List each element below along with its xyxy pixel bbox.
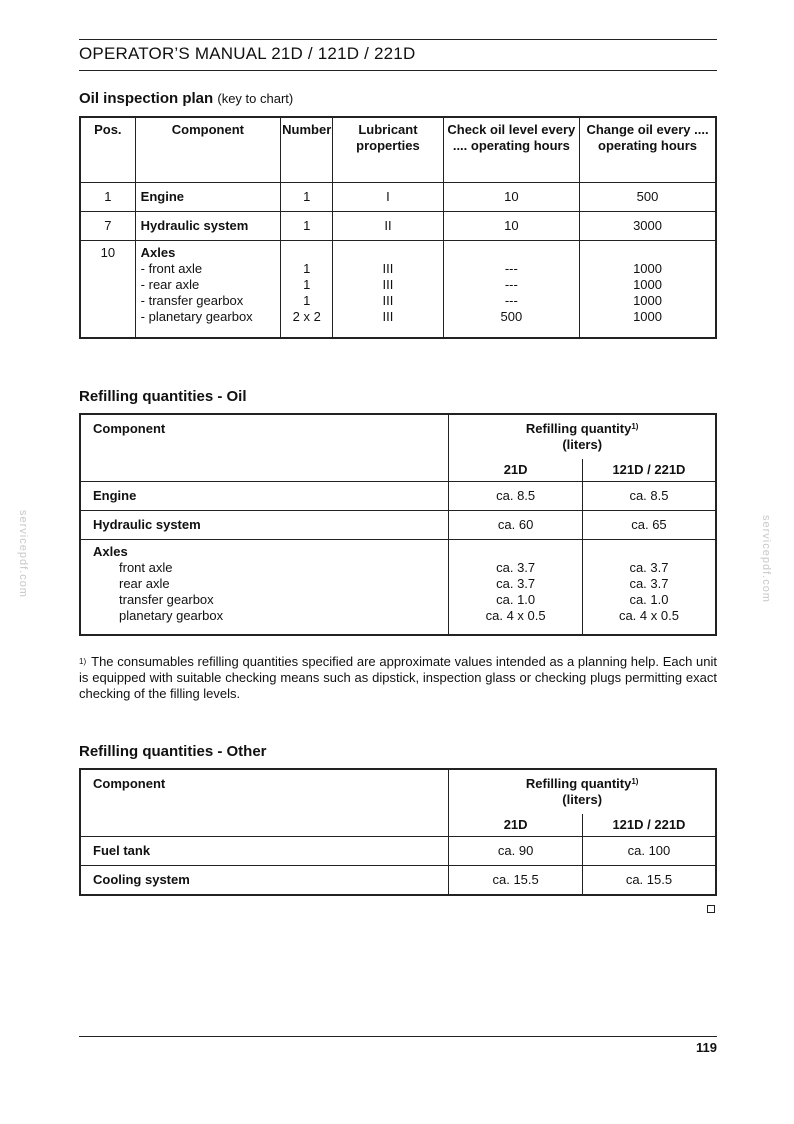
sub-item: rear axle bbox=[119, 576, 170, 591]
cell-pos: 7 bbox=[80, 212, 135, 241]
sub-item: - front axle bbox=[140, 261, 203, 276]
sub-value: 1000 bbox=[633, 293, 662, 308]
cell-121d-group bbox=[582, 540, 716, 636]
table-header-row bbox=[80, 414, 716, 459]
cell-component-group bbox=[135, 241, 280, 339]
cell-121d: ca. 15.5 bbox=[582, 866, 716, 896]
sub-item: planetary gearbox bbox=[119, 608, 224, 623]
header-quantity bbox=[449, 769, 716, 814]
watermark-right: servicepdf.com bbox=[760, 515, 772, 603]
sub-value: 1000 bbox=[633, 277, 662, 292]
oil-plan-subtitle: (key to chart) bbox=[217, 91, 294, 106]
footnote bbox=[79, 654, 717, 702]
oil-inspection-table bbox=[79, 116, 717, 339]
sub-item: front axle bbox=[119, 560, 173, 575]
footnote-ref: 1) bbox=[631, 777, 639, 786]
watermark-left: servicepdf.com bbox=[17, 510, 29, 598]
cell-component: Cooling system bbox=[80, 866, 449, 896]
cell-number: 1 bbox=[281, 212, 333, 241]
sub-value: III bbox=[382, 293, 394, 308]
sub-value: ca. 3.7 bbox=[496, 576, 536, 591]
sub-value: --- bbox=[504, 277, 518, 292]
table-row-axles bbox=[80, 241, 716, 339]
table-row bbox=[80, 482, 716, 511]
cell-lubricant-group bbox=[333, 241, 443, 339]
header-bottom-rule bbox=[79, 70, 717, 71]
header-quantity-label: Refilling quantity bbox=[525, 421, 632, 436]
header-121d-221d: 121D / 221D bbox=[582, 459, 716, 482]
cell-121d: ca. 8.5 bbox=[582, 482, 716, 511]
cell-component: Hydraulic system bbox=[135, 212, 280, 241]
sub-item: - planetary gearbox bbox=[140, 309, 253, 324]
cell-lubricant: I bbox=[333, 183, 443, 212]
sub-value: III bbox=[382, 261, 394, 276]
header-component: Component bbox=[135, 117, 280, 183]
footer-rule bbox=[79, 1036, 717, 1037]
cell-change-group bbox=[580, 241, 716, 339]
header-21d: 21D bbox=[449, 459, 583, 482]
sub-value: ca. 1.0 bbox=[496, 592, 536, 607]
refill-oil-title: Refilling quantities - Oil bbox=[79, 388, 247, 405]
oil-plan-heading bbox=[79, 90, 293, 107]
header-quantity-label: Refilling quantity bbox=[525, 776, 632, 791]
header-pos: Pos. bbox=[80, 117, 135, 183]
footnote-text: The consumables refilling quantities specified are approximate values intended as a planning help. Each unit is equipped with suitable checking means such as dipstick, inspection glass or checking plugs permitting exact checking of the filling levels. bbox=[79, 654, 717, 701]
sub-item: transfer gearbox bbox=[119, 592, 214, 607]
cell-check: 10 bbox=[443, 183, 579, 212]
refill-other-table bbox=[79, 768, 717, 896]
sub-value: 2 x 2 bbox=[292, 309, 321, 324]
cell-21d: ca. 90 bbox=[449, 837, 583, 866]
sub-value: III bbox=[382, 277, 394, 292]
header-quantity bbox=[449, 414, 716, 459]
cell-pos: 1 bbox=[80, 183, 135, 212]
table-row bbox=[80, 511, 716, 540]
header-top-rule bbox=[79, 39, 717, 40]
sub-value: ca. 3.7 bbox=[629, 560, 669, 575]
header-component: Component bbox=[80, 769, 449, 837]
cell-component: Engine bbox=[80, 482, 449, 511]
cell-number: 1 bbox=[281, 183, 333, 212]
cell-121d: ca. 100 bbox=[582, 837, 716, 866]
refill-oil-table bbox=[79, 413, 717, 636]
cell-21d: ca. 8.5 bbox=[449, 482, 583, 511]
cell-pos: 10 bbox=[100, 245, 116, 260]
cell-component: Fuel tank bbox=[80, 837, 449, 866]
header-21d: 21D bbox=[449, 814, 583, 837]
sub-value: 1 bbox=[303, 261, 311, 276]
cell-21d: ca. 60 bbox=[449, 511, 583, 540]
sub-value: ca. 3.7 bbox=[496, 560, 536, 575]
header-number: Number bbox=[281, 117, 333, 183]
sub-value: 500 bbox=[500, 309, 523, 324]
table-header-row bbox=[80, 117, 716, 183]
refill-other-title: Refilling quantities - Other bbox=[79, 743, 267, 760]
sub-value: ca. 4 x 0.5 bbox=[618, 608, 679, 623]
manual-title: OPERATOR’S MANUAL 21D / 121D / 221D bbox=[79, 44, 416, 63]
header-unit: (liters) bbox=[562, 792, 603, 807]
header-unit: (liters) bbox=[562, 437, 603, 452]
table-row bbox=[80, 183, 716, 212]
header-component: Component bbox=[80, 414, 449, 482]
sub-item: - transfer gearbox bbox=[140, 293, 244, 308]
header-lubricant: Lubricant properties bbox=[333, 117, 443, 183]
header-check: Check oil level every .... operating hours bbox=[443, 117, 579, 183]
axles-label: Axles bbox=[140, 245, 176, 260]
sub-value: ca. 1.0 bbox=[629, 592, 669, 607]
sub-value: III bbox=[382, 309, 394, 324]
sub-value: 1 bbox=[303, 277, 311, 292]
cell-check: 10 bbox=[443, 212, 579, 241]
footnote-ref: 1) bbox=[631, 422, 639, 431]
sub-value: ca. 4 x 0.5 bbox=[485, 608, 546, 623]
page-number: 119 bbox=[696, 1040, 717, 1055]
cell-change: 500 bbox=[580, 183, 716, 212]
table-row-axles bbox=[80, 540, 716, 636]
sub-value: 1000 bbox=[633, 309, 662, 324]
end-of-section-icon bbox=[707, 905, 715, 913]
header-121d-221d: 121D / 221D bbox=[582, 814, 716, 837]
sub-value: ca. 3.7 bbox=[629, 576, 669, 591]
sub-item: - rear axle bbox=[140, 277, 200, 292]
table-row bbox=[80, 866, 716, 896]
oil-plan-title: Oil inspection plan bbox=[79, 90, 214, 107]
table-header-row bbox=[80, 769, 716, 814]
sub-value: --- bbox=[504, 293, 518, 308]
cell-change: 3000 bbox=[580, 212, 716, 241]
cell-check-group bbox=[443, 241, 579, 339]
axles-label: Axles bbox=[93, 544, 128, 559]
footnote-mark: 1) bbox=[79, 657, 87, 666]
cell-number-group bbox=[281, 241, 333, 339]
cell-21d-group bbox=[449, 540, 583, 636]
table-row bbox=[80, 212, 716, 241]
cell-121d: ca. 65 bbox=[582, 511, 716, 540]
sub-value: 1 bbox=[303, 293, 311, 308]
sub-value: 1000 bbox=[633, 261, 662, 276]
cell-21d: ca. 15.5 bbox=[492, 872, 539, 887]
cell-component: Hydraulic system bbox=[80, 511, 449, 540]
cell-component-group bbox=[80, 540, 449, 636]
cell-lubricant: II bbox=[333, 212, 443, 241]
header-change: Change oil every .... operating hours bbox=[580, 117, 716, 183]
sub-value: --- bbox=[504, 261, 518, 276]
cell-component: Engine bbox=[135, 183, 280, 212]
table-row bbox=[80, 837, 716, 866]
